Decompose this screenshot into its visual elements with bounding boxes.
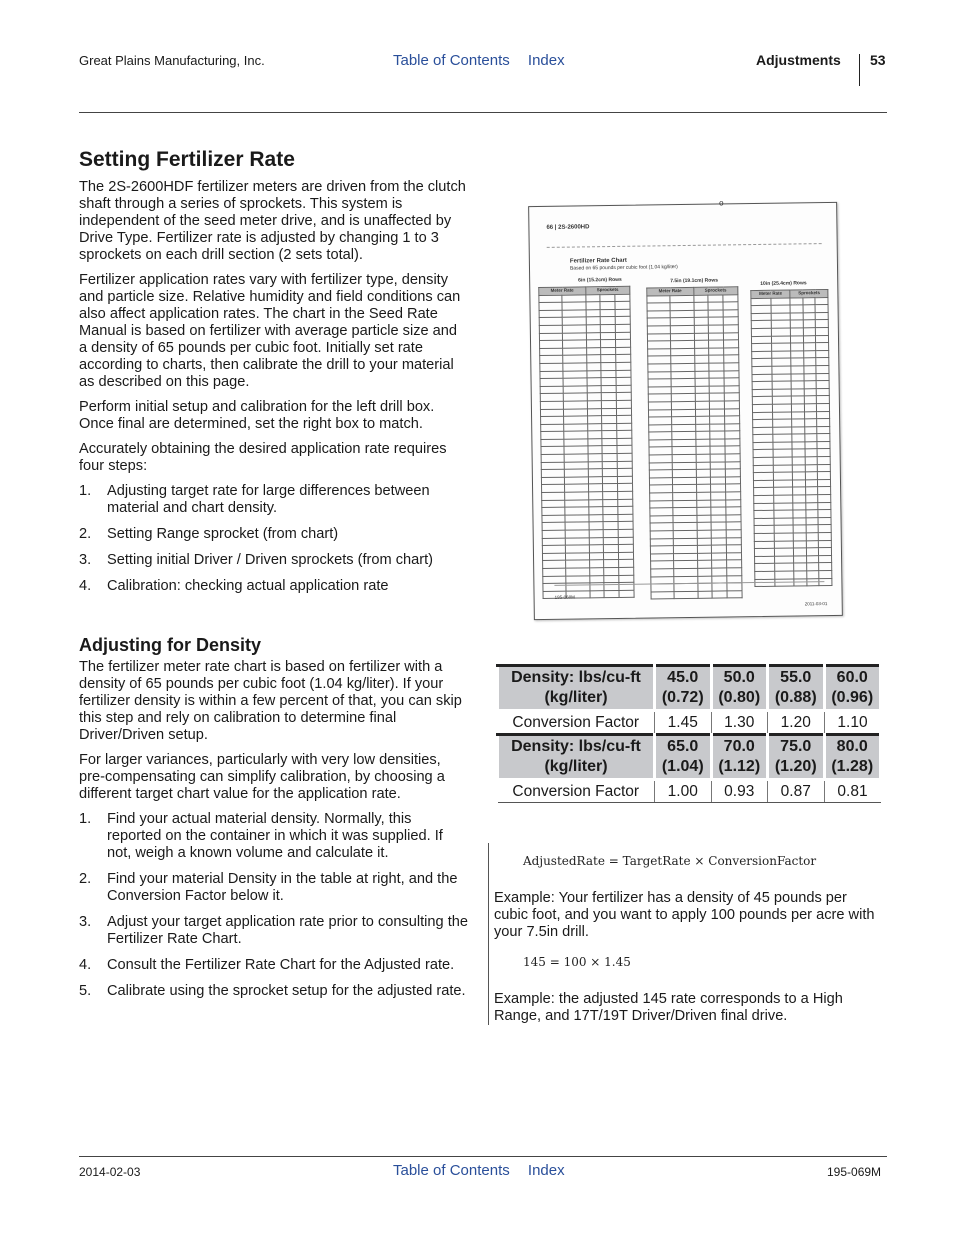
hole-mark: o bbox=[719, 198, 724, 208]
chart-footer-right: 2011-03-01 bbox=[804, 601, 828, 607]
toc-link[interactable]: Table of Contents bbox=[393, 1162, 510, 1179]
footer-nav bbox=[393, 1162, 579, 1179]
chart-title: Fertilizer Rate Chart bbox=[569, 257, 627, 265]
index-link[interactable]: Index bbox=[527, 1162, 565, 1179]
steps-list bbox=[79, 483, 469, 595]
density-cell: 50.0 (0.80) bbox=[711, 666, 768, 711]
chart-subtitle: Based on 65 pounds per cubic foot (1.04 kg/liter) bbox=[569, 264, 678, 272]
factor-cell: 1.20 bbox=[768, 711, 825, 735]
example-sidebar-rule bbox=[488, 843, 489, 1025]
page-title: Setting Fertilizer Rate bbox=[79, 148, 295, 171]
example-2: Example: the adjusted 145 rate corresponds to a High Range, and 17T/19T Driver/Driven final drive. bbox=[494, 991, 843, 1024]
density-cell: 70.0 (1.12) bbox=[711, 735, 768, 780]
list-item: 2. Find your material Density in the table at right, and the Conversion Factor below it. bbox=[79, 871, 458, 904]
list-item: 4. Consult the Fertilizer Rate Chart for the Adjusted rate. bbox=[79, 957, 455, 973]
chart-col-heading-6in: 6in (15.2cm) Rows bbox=[578, 276, 622, 284]
left-column bbox=[79, 148, 469, 604]
header-rule bbox=[79, 112, 887, 113]
density-header-cell: Density: lbs/cu-ft (kg/liter) bbox=[498, 735, 655, 780]
density-cell: 80.0 (1.28) bbox=[824, 735, 881, 780]
chart-col-heading-7in: 7.5in (19.1cm) Rows bbox=[670, 277, 719, 285]
density-section bbox=[79, 634, 469, 1009]
list-item: 5. Calibrate using the sprocket setup for the adjusted rate. bbox=[79, 983, 466, 999]
density-paragraph: The fertilizer meter rate chart is based on fertilizer with a density of 65 pounds per cubic foot (1.04 kg/liter). If your fertilizer density is within a few percent of that, you can skip this step and rely on calibration to determine final Driver/Driven setup. bbox=[79, 659, 462, 743]
list-item: 2. Setting Range sprocket (from chart) bbox=[79, 526, 339, 542]
density-cell: 60.0 (0.96) bbox=[824, 666, 881, 711]
table-row bbox=[498, 666, 881, 711]
footer-date: 2014-02-03 bbox=[79, 1165, 141, 1179]
list-item: 1. Adjusting target rate for large differences between material and chart density. bbox=[79, 483, 430, 516]
mini-table-7in: Meter Rate Sprockets bbox=[646, 286, 742, 600]
fertilizer-rate-chart-image bbox=[528, 198, 843, 620]
density-header-cell: Density: lbs/cu-ft (kg/liter) bbox=[498, 666, 655, 711]
table-row bbox=[498, 711, 881, 735]
factor-cell: 0.81 bbox=[824, 780, 881, 803]
rates-paragraph: Fertilizer application rates vary with fertilizer type, density and particle size. Relative humidity and field conditions can also affect application rates. The chart in the Seed Rate Manual is based on fertilizer with average particle size and a density of 65 pounds per cubic foot. Initially set rate according to charts, then calibrate the drill to your material as described on this page. bbox=[79, 272, 461, 390]
chart-footer-left: 195-068M bbox=[554, 594, 575, 600]
density-conversion-table bbox=[496, 664, 882, 803]
variance-paragraph: For larger variances, particularly with very low densities, pre-compensating can simplify calibration, by choosing a different target chart value for the application rate. bbox=[79, 752, 445, 802]
mini-table-10in: Meter Rate Sprockets bbox=[750, 289, 832, 587]
example-1: Example: Your fertilizer has a density of 45 pounds per cubic foot, and you want to apply 100 pounds per acre with your 7.5in drill. bbox=[494, 890, 875, 940]
factor-cell: 1.30 bbox=[711, 711, 768, 735]
adjusted-rate-formula: AdjustedRate = TargetRate × ConversionFactor bbox=[523, 854, 817, 868]
table-row bbox=[498, 780, 881, 803]
list-item: 3. Setting initial Driver / Driven sprockets (from chart) bbox=[79, 552, 434, 568]
list-item: 3. Adjust your target application rate prior to consulting the Fertilizer Rate Chart. bbox=[79, 914, 468, 947]
setup-paragraph: Perform initial setup and calibration for the left drill box. Once final are determined, set the right box to match. bbox=[79, 399, 435, 432]
chart-page-header: 66 | 2S-2600HD bbox=[546, 224, 590, 231]
chart-header-rule bbox=[547, 243, 822, 248]
conversion-label-cell: Conversion Factor bbox=[498, 711, 655, 735]
footer-rule bbox=[79, 1156, 887, 1157]
doc-number: 195-069M bbox=[827, 1165, 882, 1179]
factor-cell: 1.45 bbox=[655, 711, 712, 735]
example-formula: 145 = 100 × 1.45 bbox=[523, 955, 631, 969]
chart-col-heading-10in: 10in (25.4cm) Rows bbox=[760, 280, 807, 287]
density-steps-list bbox=[79, 811, 469, 1000]
list-item: 4. Calibration: checking actual application rate bbox=[79, 578, 389, 594]
toc-link[interactable]: Table of Contents bbox=[393, 52, 510, 69]
density-cell: 45.0 (0.72) bbox=[655, 666, 712, 711]
density-cell: 55.0 (0.88) bbox=[768, 666, 825, 711]
list-item: 1. Find your actual material density. Normally, this reported on the container in which it was supplied. If not, weigh a known volume and calculate it. bbox=[79, 811, 443, 861]
factor-cell: 0.87 bbox=[768, 780, 825, 803]
factor-cell: 1.10 bbox=[824, 711, 881, 735]
section-name: Adjustments bbox=[756, 52, 841, 68]
factor-cell: 0.93 bbox=[711, 780, 768, 803]
header-divider bbox=[859, 54, 860, 86]
header-nav bbox=[393, 52, 579, 69]
density-cell: 65.0 (1.04) bbox=[655, 735, 712, 780]
steps-intro: Accurately obtaining the desired application rate requires four steps: bbox=[79, 441, 447, 474]
intro-paragraph: The 2S-2600HDF fertilizer meters are driven from the clutch shaft through a series of sprockets. This system is independent of the seed meter drive, and is unaffected by Drive Type. Fertilizer rate is adjusted by changing 1 to 3 sprockets on each drill section (2 sets total). bbox=[79, 179, 466, 263]
mini-table-6in: Meter Rate Sprockets bbox=[538, 286, 634, 600]
conversion-label-cell: Conversion Factor bbox=[498, 780, 655, 803]
density-cell: 75.0 (1.20) bbox=[768, 735, 825, 780]
index-link[interactable]: Index bbox=[527, 52, 565, 69]
page-number: 53 bbox=[870, 52, 886, 68]
section-subtitle: Adjusting for Density bbox=[79, 635, 262, 655]
company-name: Great Plains Manufacturing, Inc. bbox=[79, 53, 265, 68]
mini-table-row bbox=[651, 590, 742, 599]
factor-cell: 1.00 bbox=[655, 780, 712, 803]
table-row bbox=[498, 735, 881, 780]
